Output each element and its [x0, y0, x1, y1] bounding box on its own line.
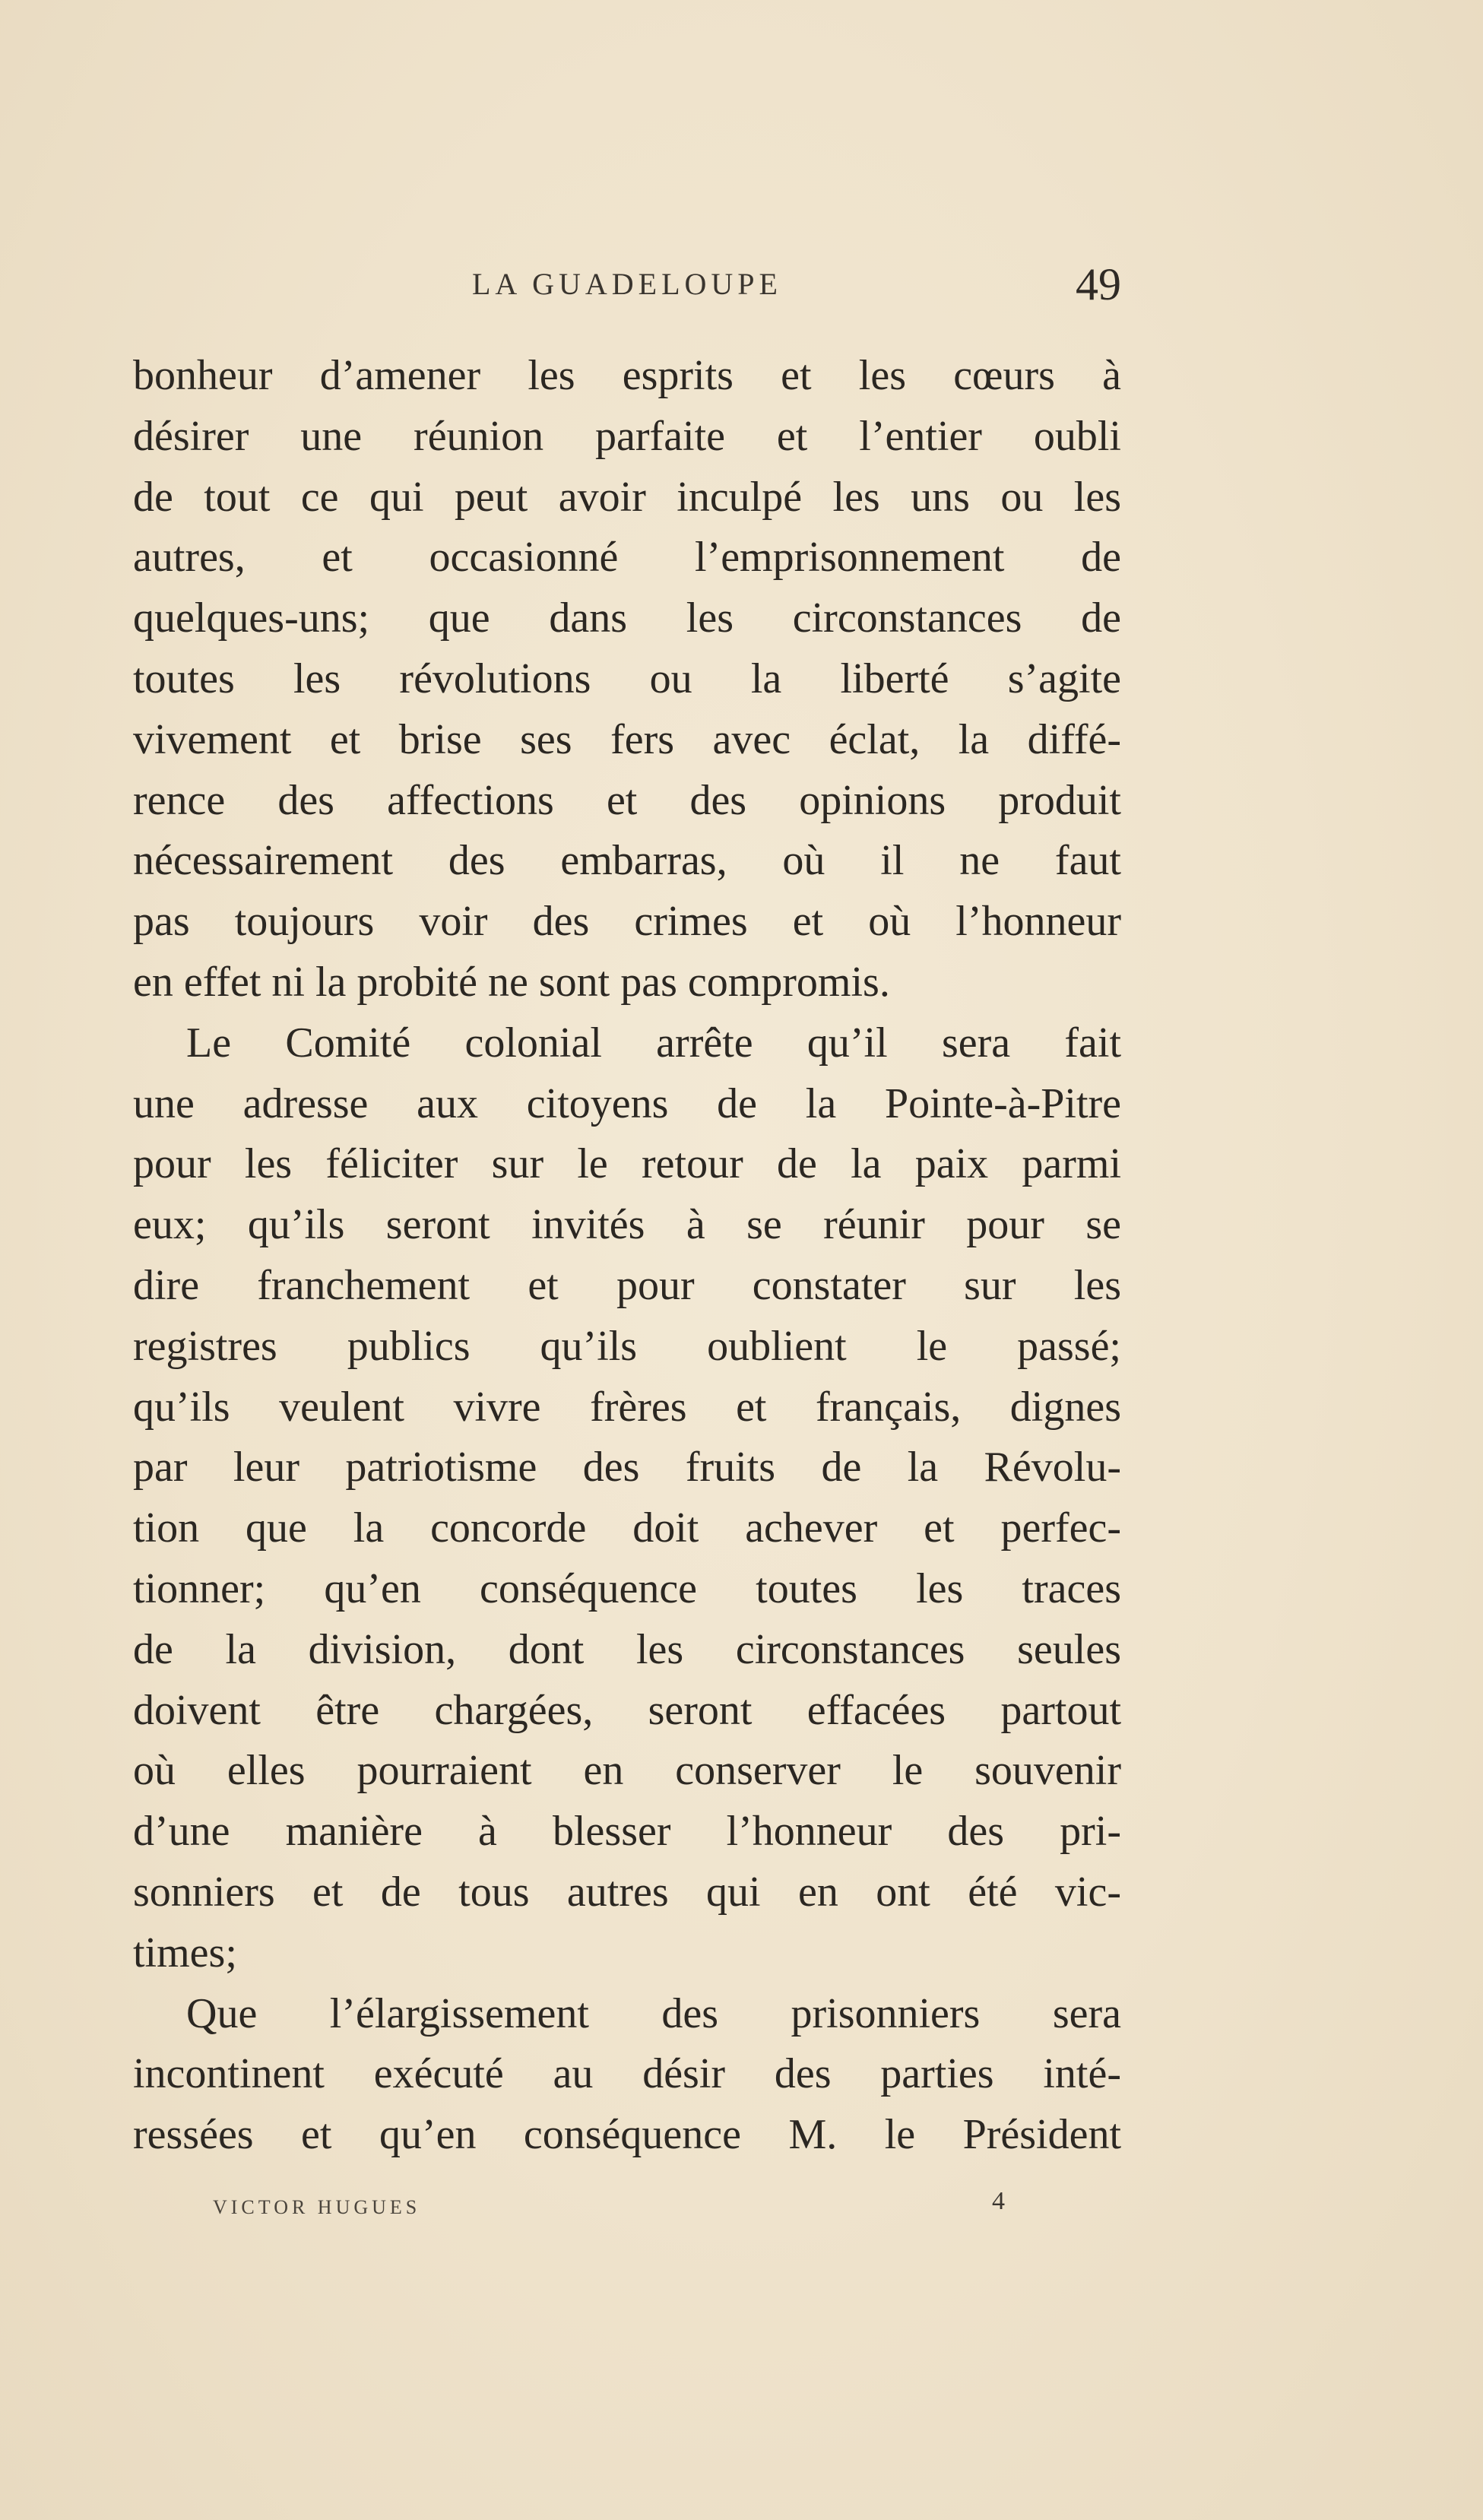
- running-title: LA GUADELOUPE: [472, 267, 782, 301]
- signature-mark: VICTOR HUGUES: [213, 2196, 421, 2218]
- text-line: en effet ni la probité ne sont pas compromis.: [133, 958, 890, 1006]
- running-head: [133, 258, 1121, 319]
- text-line: dire franchement et pour constater sur les: [133, 1261, 1121, 1309]
- text-line: pas toujours voir des crimes et où l’honneur: [133, 898, 1121, 946]
- text-line: vivement et brise ses fers avec éclat, la diffé-: [133, 715, 1121, 763]
- signature-number: 4: [992, 2187, 1005, 2215]
- text-line: rence des affections et des opinions produit: [133, 776, 1121, 824]
- text-line: pour les féliciter sur le retour de la paix parmi: [133, 1140, 1121, 1188]
- text-line: où elles pourraient en conserver le souvenir: [133, 1747, 1121, 1795]
- text-line: désirer une réunion parfaite et l’entier oubli: [133, 412, 1121, 460]
- text-line: une adresse aux citoyens de la Pointe-à-Pitre: [133, 1079, 1121, 1127]
- text-line: nécessairement des embarras, où il ne faut: [133, 837, 1121, 885]
- text-line: quelques-uns; que dans les circonstances de: [133, 594, 1121, 642]
- text-line: registres publics qu’ils oublient le passé;: [133, 1322, 1121, 1370]
- body-text: [133, 346, 1121, 2166]
- text-line: doivent être chargées, seront effacées partout: [133, 1686, 1121, 1734]
- text-line: incontinent exécuté au désir des parties inté-: [133, 2050, 1121, 2098]
- text-line: bonheur d’amener les esprits et les cœurs à: [133, 352, 1121, 399]
- text-line: de tout ce qui peut avoir inculpé les uns ou les: [133, 473, 1121, 521]
- text-line: Que l’élargissement des prisonniers sera: [186, 1989, 1121, 2037]
- text-line: d’une manière à blesser l’honneur des pri-: [133, 1808, 1121, 1856]
- text-line: times;: [133, 1929, 237, 1976]
- text-line: Le Comité colonial arrête qu’il sera fait: [186, 1019, 1121, 1067]
- text-line: par leur patriotisme des fruits de la Révolu-: [133, 1444, 1121, 1491]
- text-line: tionner; qu’en conséquence toutes les traces: [133, 1564, 1121, 1612]
- text-line: autres, et occasionné l’emprisonnement de: [133, 534, 1121, 582]
- text-line: tion que la concorde doit achever et perfec-: [133, 1504, 1121, 1552]
- text-line: eux; qu’ils seront invités à se réunir pour se: [133, 1201, 1121, 1249]
- text-line: sonniers et de tous autres qui en ont été vic-: [133, 1868, 1121, 1916]
- page-number: 49: [1076, 259, 1121, 309]
- text-line: de la division, dont les circonstances seules: [133, 1625, 1121, 1673]
- text-line: qu’ils veulent vivre frères et français, dignes: [133, 1383, 1121, 1431]
- text-line: ressées et qu’en conséquence M. le Président: [133, 2111, 1121, 2159]
- text-line: toutes les révolutions ou la liberté s’agite: [133, 655, 1121, 702]
